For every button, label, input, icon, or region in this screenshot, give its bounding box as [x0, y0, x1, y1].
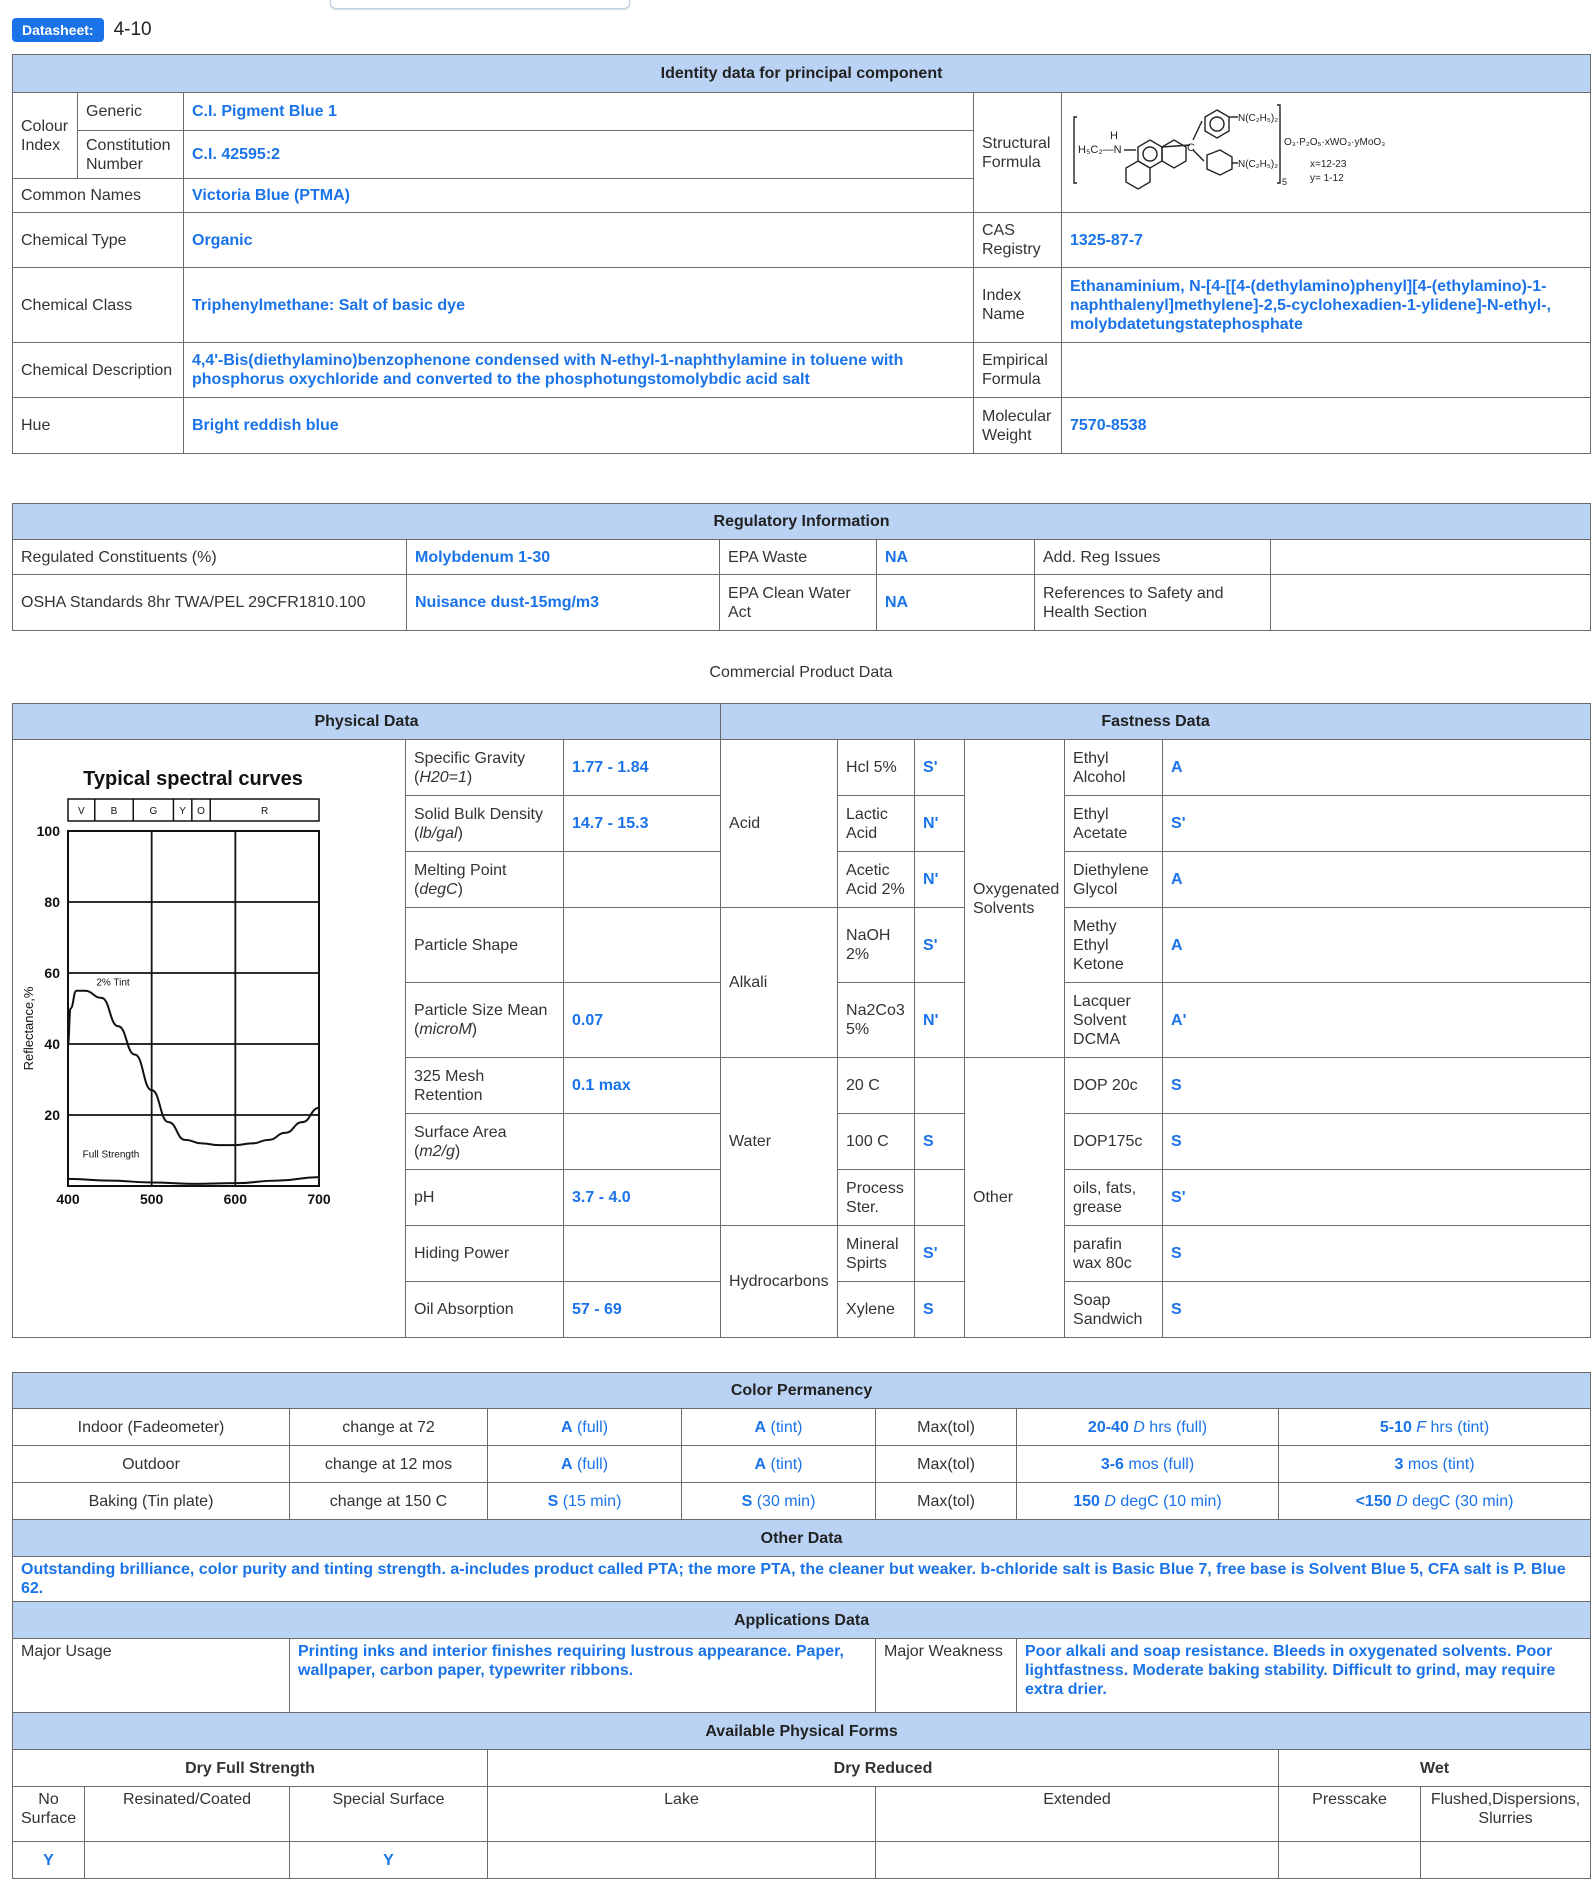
struct-h-text: H: [1110, 130, 1118, 142]
band-label: O: [197, 806, 205, 817]
fast-group-alkali: Alkali: [721, 908, 838, 1058]
phys-value-5: 0.1 max: [564, 1058, 721, 1114]
band-label: V: [78, 806, 85, 817]
molecular-weight-value: 7570-8538: [1062, 398, 1591, 454]
phys-value-4: 0.07: [564, 983, 721, 1058]
x-tick-label: 500: [139, 1191, 164, 1207]
y-tick-label: 40: [44, 1036, 60, 1052]
major-usage-value: Printing inks and interior finishes requiring lustrous appearance. Paper, wallpaper, carbon paper, typewriter ribbons.: [290, 1639, 876, 1713]
fast-left-label-4: Na2Co3 5%: [838, 983, 915, 1058]
generic-label: Generic: [78, 93, 184, 131]
forms-wet-header: Wet: [1279, 1750, 1591, 1787]
phys-value-6: [564, 1114, 721, 1170]
perm-m2-1: 3 mos (tint): [1279, 1446, 1591, 1483]
perm-change-1: change at 12 mos: [290, 1446, 488, 1483]
y-tick-label: 60: [44, 965, 60, 981]
phys-label-3: Particle Shape: [406, 908, 564, 983]
band-label: G: [149, 806, 158, 817]
fast-right-value-0: A: [1163, 740, 1591, 796]
molecular-weight-label: Molecular Weight: [974, 398, 1062, 454]
band-label: R: [260, 806, 269, 817]
permanency-title: Color Permanency: [13, 1373, 1591, 1409]
perm-label-1: Outdoor: [13, 1446, 290, 1483]
fast-left-value-9: S: [915, 1282, 965, 1338]
hue-value: Bright reddish blue: [184, 398, 974, 454]
struct-ntop-text: N(C₂H₅)₂: [1238, 113, 1279, 124]
perm-a2-1: A (tint): [682, 1446, 876, 1483]
fast-right-label-4: Lacquer Solvent DCMA: [1065, 983, 1163, 1058]
phys-value-3: [564, 908, 721, 983]
index-name-label: Index Name: [974, 268, 1062, 343]
fast-right-value-4: A': [1163, 983, 1591, 1058]
fast-left-label-0: Hcl 5%: [838, 740, 915, 796]
add-reg-label: Add. Reg Issues: [1035, 540, 1271, 575]
fastness-data-title: Fastness Data: [721, 704, 1591, 740]
perm-m1-0: 20-40 D hrs (full): [1017, 1409, 1279, 1446]
form-value-2: Y: [290, 1842, 488, 1879]
phys-label-7: pH: [406, 1170, 564, 1226]
fast-right-value-6: S: [1163, 1114, 1591, 1170]
fast-group-other: Other: [965, 1058, 1065, 1338]
fast-right-label-0: Ethyl Alcohol: [1065, 740, 1163, 796]
series-label: Full Strength: [82, 1149, 140, 1161]
phys-value-7: 3.7 - 4.0: [564, 1170, 721, 1226]
regulatory-table: [12, 503, 1591, 631]
fast-right-label-6: DOP175c: [1065, 1114, 1163, 1170]
struct-left-text: H₅C₂—N: [1078, 144, 1122, 156]
x-tick-label: 600: [223, 1191, 248, 1207]
fast-left-label-7: Process Ster.: [838, 1170, 915, 1226]
form-col-4: Extended: [876, 1787, 1279, 1842]
form-value-4: [876, 1842, 1279, 1879]
fast-right-value-7: S': [1163, 1170, 1591, 1226]
fast-left-value-5: [915, 1058, 965, 1114]
fast-left-label-3: NaOH 2%: [838, 908, 915, 983]
osha-label: OSHA Standards 8hr TWA/PEL 29CFR1810.100: [13, 575, 407, 631]
fast-left-value-6: S: [915, 1114, 965, 1170]
fast-left-value-8: S': [915, 1226, 965, 1282]
identity-title: Identity data for principal component: [13, 55, 1591, 93]
form-col-6: Flushed,Dispersions, Slurries: [1421, 1787, 1591, 1842]
regulated-constituents-value: Molybdenum 1-30: [407, 540, 720, 575]
colour-index-label: Colour Index: [13, 93, 78, 179]
phys-label-4: Particle Size Mean (microM): [406, 983, 564, 1058]
struct-y-text: y= 1-12: [1310, 173, 1344, 184]
fast-right-value-9: S: [1163, 1282, 1591, 1338]
form-value-6: [1421, 1842, 1591, 1879]
chemical-class-label: Chemical Class: [13, 268, 184, 343]
form-value-0: Y: [13, 1842, 85, 1879]
phys-label-1: Solid Bulk Density (lb/gal): [406, 796, 564, 852]
structural-formula-drawing: [1072, 95, 1386, 205]
fast-group-hydrocarbons: Hydrocarbons: [721, 1226, 838, 1338]
forms-dry-full-header: Dry Full Strength: [13, 1750, 488, 1787]
perm-label-0: Indoor (Fadeometer): [13, 1409, 290, 1446]
phys-label-2: Melting Point (degC): [406, 852, 564, 908]
phys-label-8: Hiding Power: [406, 1226, 564, 1282]
constitution-value: C.I. 42595:2: [184, 130, 974, 178]
datasheet-id: 4-10: [113, 19, 152, 40]
fast-group-acid: Acid: [721, 740, 838, 908]
forms-dry-reduced-header: Dry Reduced: [488, 1750, 1279, 1787]
spectral-chart: [13, 741, 406, 1331]
perm-change-0: change at 72: [290, 1409, 488, 1446]
fast-right-value-2: A: [1163, 852, 1591, 908]
fast-left-value-4: N': [915, 983, 965, 1058]
perm-m1-1: 3-6 mos (full): [1017, 1446, 1279, 1483]
add-reg-value: [1271, 540, 1591, 575]
hue-label: Hue: [13, 398, 184, 454]
fast-left-value-0: S': [915, 740, 965, 796]
identity-table: [12, 54, 1591, 454]
perm-a1-0: A (full): [488, 1409, 682, 1446]
form-value-3: [488, 1842, 876, 1879]
applications-title: Applications Data: [13, 1602, 1591, 1639]
phys-label-0: Specific Gravity (H20=1): [406, 740, 564, 796]
fast-right-value-3: A: [1163, 908, 1591, 983]
major-weakness-label: Major Weakness: [876, 1639, 1017, 1713]
chemical-class-value: Triphenylmethane: Salt of basic dye: [184, 268, 974, 343]
series-line-0: [68, 991, 319, 1145]
phys-label-9: Oil Absorption: [406, 1282, 564, 1338]
chemical-type-value: Organic: [184, 213, 974, 268]
other-data-title: Other Data: [13, 1520, 1591, 1557]
structural-formula-label: Structural Formula: [974, 93, 1062, 213]
regulated-constituents-label: Regulated Constituents (%): [13, 540, 407, 575]
epa-waste-label: EPA Waste: [720, 540, 877, 575]
x-tick-label: 400: [56, 1191, 80, 1207]
fast-right-label-8: parafin wax 80c: [1065, 1226, 1163, 1282]
struct-salt-text: O₃·P₂O₅·xWO₃·yMoO₃: [1284, 137, 1386, 148]
generic-value: C.I. Pigment Blue 1: [184, 93, 974, 131]
search-box[interactable]: [330, 0, 630, 9]
form-col-1: Resinated/Coated: [85, 1787, 290, 1842]
chemical-type-label: Chemical Type: [13, 213, 184, 268]
major-usage-label: Major Usage: [13, 1639, 290, 1713]
phys-label-6: Surface Area (m2/g): [406, 1114, 564, 1170]
struct-c-text: C: [1187, 142, 1195, 154]
fast-group-water: Water: [721, 1058, 838, 1226]
commercial-product-title: Commercial Product Data: [709, 664, 893, 681]
phys-value-0: 1.77 - 1.84: [564, 740, 721, 796]
empirical-formula-value: [1062, 343, 1591, 398]
fast-right-label-1: Ethyl Acetate: [1065, 796, 1163, 852]
form-value-1: [85, 1842, 290, 1879]
cas-value: 1325-87-7: [1062, 213, 1591, 268]
epa-clean-water-value: NA: [877, 575, 1035, 631]
chemical-description-value: 4,4'-Bis(diethylamino)benzophenone condensed with N-ethyl-1-naphthylamine in toluene with phosphorus oxychloride and converted to the phosphotungstomolybdic acid salt: [184, 343, 974, 398]
fast-left-label-1: Lactic Acid: [838, 796, 915, 852]
y-axis-label: Reflectance,%: [21, 986, 36, 1071]
x-tick-label: 700: [307, 1191, 331, 1207]
fast-right-label-5: DOP 20c: [1065, 1058, 1163, 1114]
perm-a1-1: A (full): [488, 1446, 682, 1483]
series-label: 2% Tint: [96, 977, 130, 989]
fast-left-value-7: [915, 1170, 965, 1226]
perm-a2-0: A (tint): [682, 1409, 876, 1446]
fast-right-value-8: S: [1163, 1226, 1591, 1282]
phys-value-9: 57 - 69: [564, 1282, 721, 1338]
perm-max-1: Max(tol): [876, 1446, 1017, 1483]
fast-left-label-5: 20 C: [838, 1058, 915, 1114]
struct-nbot-text: N(C₂H₅)₂: [1238, 159, 1279, 170]
perm-m2-2: <150 D degC (30 min): [1279, 1483, 1591, 1520]
structural-formula-image: [1062, 93, 1591, 213]
perm-max-2: Max(tol): [876, 1483, 1017, 1520]
phys-value-8: [564, 1226, 721, 1282]
datasheet-badge: Datasheet:: [12, 18, 104, 42]
fast-right-label-9: Soap Sandwich: [1065, 1282, 1163, 1338]
spectral-chart-cell: [13, 740, 406, 1338]
fast-right-value-5: S: [1163, 1058, 1591, 1114]
major-weakness-value: Poor alkali and soap resistance. Bleeds in oxygenated solvents. Poor lightfastness. Moderate baking stability. Difficult to grind, may require extra drier.: [1017, 1639, 1591, 1713]
chemical-description-label: Chemical Description: [13, 343, 184, 398]
perm-label-2: Baking (Tin plate): [13, 1483, 290, 1520]
perm-a2-2: S (30 min): [682, 1483, 876, 1520]
fast-right-label-3: Methy Ethyl Ketone: [1065, 908, 1163, 983]
references-label: References to Safety and Health Section: [1035, 575, 1271, 631]
fast-left-value-2: N': [915, 852, 965, 908]
empirical-formula-label: Empirical Formula: [974, 343, 1062, 398]
constitution-label: Constitution Number: [78, 130, 184, 178]
perm-change-2: change at 150 C: [290, 1483, 488, 1520]
regulatory-title: Regulatory Information: [13, 504, 1591, 540]
perm-a1-2: S (15 min): [488, 1483, 682, 1520]
fast-left-value-1: N': [915, 796, 965, 852]
form-col-5: Presscake: [1279, 1787, 1421, 1842]
fast-left-label-9: Xylene: [838, 1282, 915, 1338]
osha-value: Nuisance dust-15mg/m3: [407, 575, 720, 631]
perm-m2-0: 5-10 F hrs (tint): [1279, 1409, 1591, 1446]
struct-x-text: x=12-23: [1310, 159, 1347, 170]
other-data-text: Outstanding brilliance, color purity and tinting strength. a-includes product called PTA; the more PTA, the cleaner but weaker. b-chloride salt is Basic Blue 7, free base is Solvent Blue 5, CFA salt is P. Blue 62.: [13, 1557, 1591, 1602]
fast-left-label-8: Mineral Spirts: [838, 1226, 915, 1282]
forms-title: Available Physical Forms: [13, 1713, 1591, 1750]
epa-clean-water-label: EPA Clean Water Act: [720, 575, 877, 631]
index-name-value: Ethanaminium, N-[4-[[4-(dethylamino)phenyl][4-(ethylamino)-1-naphthalenyl]methylene]-2,5-cyclohexadien-1-ylidene]-N-ethyl-, molybdatetungstatephosphate: [1062, 268, 1591, 343]
physical-data-title: Physical Data: [13, 704, 721, 740]
common-names-value: Victoria Blue (PTMA): [184, 179, 974, 213]
band-label: B: [110, 806, 118, 817]
cas-label: CAS Registry: [974, 213, 1062, 268]
form-col-2: Special Surface: [290, 1787, 488, 1842]
references-value: [1271, 575, 1591, 631]
fast-left-label-6: 100 C: [838, 1114, 915, 1170]
epa-waste-value: NA: [877, 540, 1035, 575]
y-tick-label: 80: [44, 894, 60, 910]
perm-m1-2: 150 D degC (10 min): [1017, 1483, 1279, 1520]
phys-value-2: [564, 852, 721, 908]
form-col-0: No Surface: [13, 1787, 85, 1842]
datasheet-header: [12, 16, 152, 44]
fast-left-value-3: S': [915, 908, 965, 983]
fast-right-label-2: Diethylene Glycol: [1065, 852, 1163, 908]
form-value-5: [1279, 1842, 1421, 1879]
band-label: Y: [179, 806, 186, 817]
y-tick-label: 100: [36, 823, 60, 839]
form-col-3: Lake: [488, 1787, 876, 1842]
fast-right-label-7: oils, fats, grease: [1065, 1170, 1163, 1226]
phys-value-1: 14.7 - 15.3: [564, 796, 721, 852]
fast-group-oxygenated: Oxygenated Solvents: [965, 740, 1065, 1058]
series-line-1: [68, 1177, 319, 1184]
fast-right-value-1: S': [1163, 796, 1591, 852]
physical-fastness-table: [12, 703, 1591, 1338]
fast-left-label-2: Acetic Acid 2%: [838, 852, 915, 908]
permanency-table: [12, 1372, 1591, 1879]
perm-max-0: Max(tol): [876, 1409, 1017, 1446]
phys-label-5: 325 Mesh Retention: [406, 1058, 564, 1114]
chart-title: Typical spectral curves: [83, 768, 303, 790]
common-names-label: Common Names: [13, 179, 184, 213]
struct-sub-text: 5: [1282, 177, 1288, 187]
band-strip: [68, 799, 319, 821]
y-tick-label: 20: [44, 1107, 60, 1123]
